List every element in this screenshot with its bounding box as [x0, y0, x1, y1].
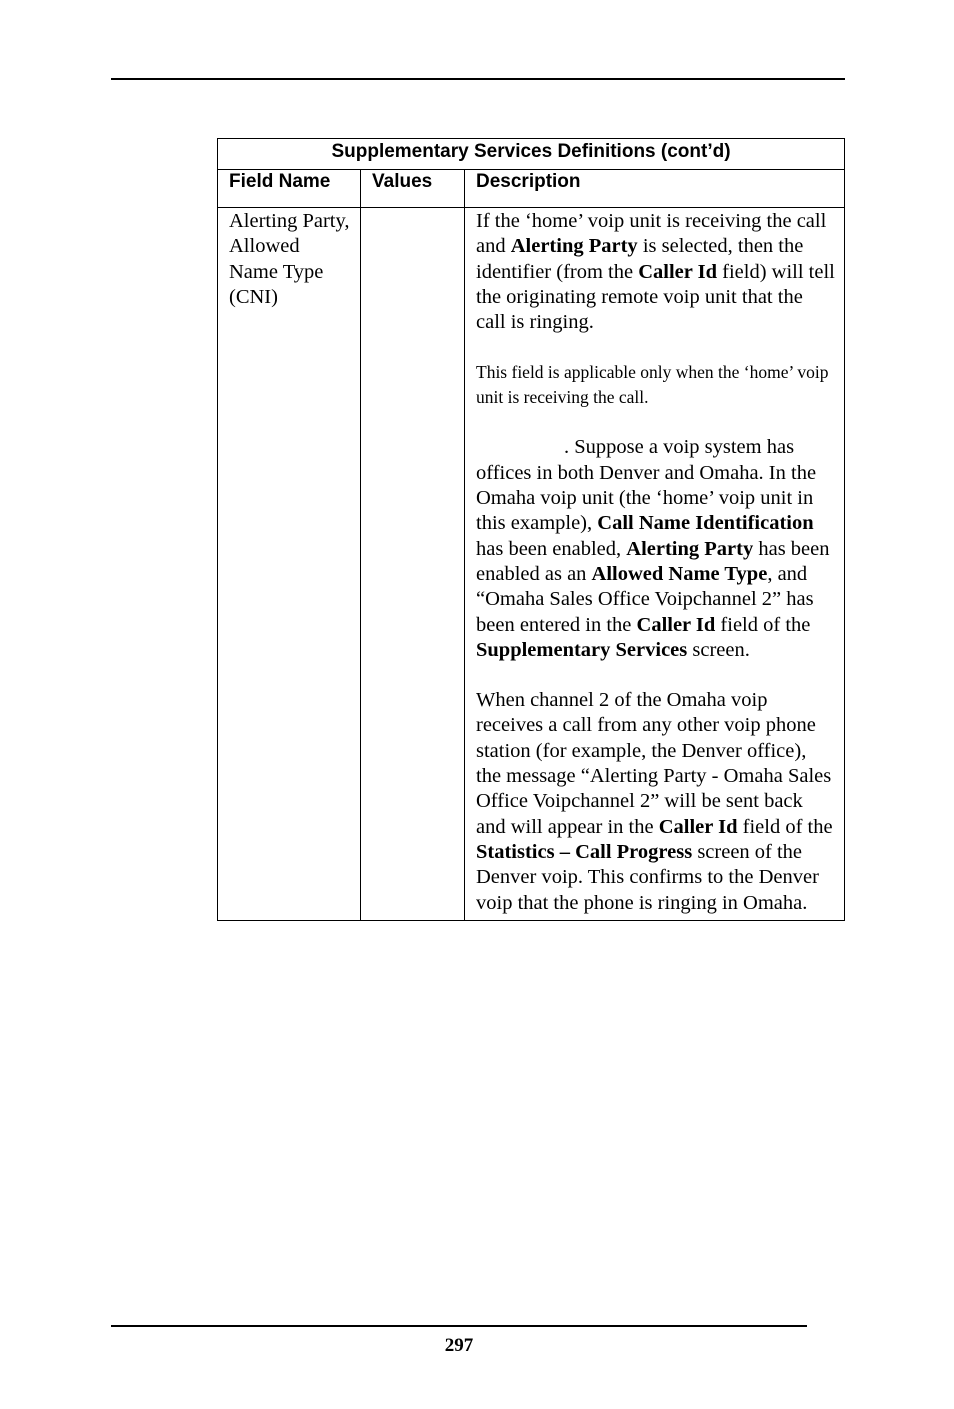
bold-term: Alerting Party [626, 537, 754, 560]
page-number: 297 [444, 1335, 474, 1356]
bold-term: Caller Id [658, 815, 738, 838]
description-paragraph-1 [476, 209, 836, 335]
bold-term: Alerting Party [510, 235, 638, 258]
text-run: field of the [715, 613, 811, 636]
bold-term: Statistics – Call Progress [476, 840, 693, 863]
description-example-paragraph [476, 435, 836, 663]
definitions-table [217, 138, 845, 921]
table-row [218, 208, 845, 921]
bold-term: Caller Id [638, 260, 718, 283]
bold-term: Caller Id [636, 613, 716, 636]
text-run: is selected, then the identifier (from the [476, 235, 804, 283]
text-run: screen. [687, 638, 750, 661]
text-run: field) will tell the originating remote voip unit that the call is ringing. [476, 260, 835, 334]
text-run: , and “Omaha Sales Office Voipchannel 2” has been entered in the [476, 562, 814, 636]
values-cell [361, 208, 465, 921]
bold-term: Supplementary Services [476, 638, 688, 661]
header-rule [111, 78, 845, 80]
description-note: This field is applicable only when the ‘home’ voip unit is receiving the call. [476, 362, 829, 408]
description-paragraph-3 [476, 688, 836, 916]
bold-term: Call Name Identification [597, 512, 814, 535]
text-run: has been enabled as an [476, 537, 830, 585]
column-header-field-name: Field Name [218, 170, 361, 208]
bold-term: Allowed Name Type [591, 562, 768, 585]
text-run: . Suppose a voip system has offices in both Denver and Omaha. In the Omaha voip unit (the ‘home’ voip unit in this example), [476, 436, 817, 535]
text-run: When channel 2 of the Omaha voip receives a call from any other voip phone station (for example, the Denver office), the message “Alerting Party - Omaha Sales Office Voipchannel 2” will be sent back and will appear in the [476, 689, 832, 838]
field-name: Alerting Party, Allowed Name Type (CNI) [229, 210, 350, 308]
footer-rule [111, 1325, 807, 1327]
text-run: has been enabled, [476, 537, 627, 560]
text-run: If the ‘home’ voip unit is receiving the call and [476, 210, 827, 258]
table-caption: Supplementary Services Definitions (cont’d) [218, 139, 845, 170]
column-header-description: Description [465, 170, 845, 208]
text-run: field of the [737, 815, 833, 838]
description-cell [465, 208, 845, 921]
column-header-values: Values [361, 170, 465, 208]
text-run: screen of the Denver voip. This confirms to the Denver voip that the phone is ringing in Omaha. [476, 840, 819, 914]
field-name-cell [218, 208, 361, 921]
